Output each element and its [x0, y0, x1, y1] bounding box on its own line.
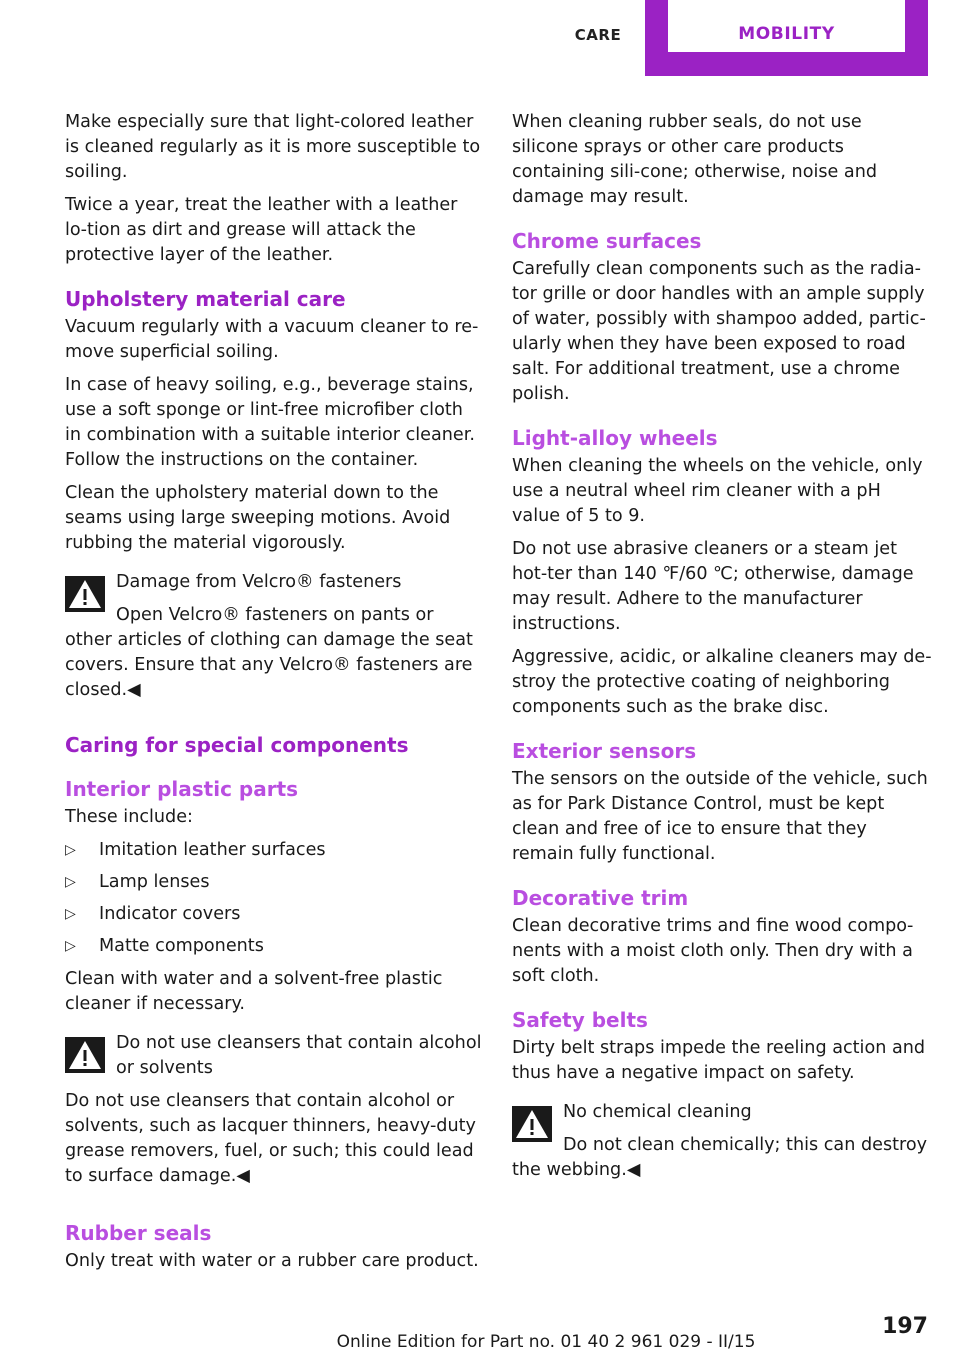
list-item-label: Lamp lenses: [99, 872, 210, 892]
list-interior-parts: [65, 838, 483, 959]
header-tab-mobility[interactable]: [668, 0, 905, 52]
heading-safety-belts: Safety belts: [512, 1008, 648, 1032]
heading-interior-plastic: Interior plastic parts: [65, 777, 299, 801]
left-column: [65, 110, 483, 1282]
paragraph: In case of heavy soiling, e.g., beverage stains, use a soft sponge or lint-free microfiber cloth in combination with a suitable interior cleaner. Follow the instructions on the container.: [65, 375, 475, 470]
list-item: [65, 838, 483, 863]
paragraph: Twice a year, treat the leather with a leather lo‐tion as dirt and grease will attack the protective layer of the leather.: [65, 195, 458, 265]
footer-edition: Online Edition for Part no. 01 40 2 961 029 - II/15: [336, 1332, 756, 1352]
heading-special-components: Caring for special components: [65, 733, 409, 757]
warning-title: Do not use cleansers that contain alcohol or solvents: [116, 1033, 482, 1078]
heading-upholstery: Upholstery material care: [65, 287, 346, 311]
warning-title: Damage from Velcro® fasteners: [116, 572, 402, 592]
paragraph: The sensors on the outside of the vehicle, such as for Park Distance Control, must be kept clean and free of ice to ensure that they remain fully functional.: [512, 769, 928, 864]
paragraph: Only treat with water or a rubber care product.: [65, 1251, 479, 1271]
warning-velcro: [65, 570, 483, 703]
warning-cleansers: [65, 1031, 483, 1189]
paragraph: These include:: [65, 807, 193, 827]
list-item: [65, 870, 483, 895]
paragraph: When cleaning rubber seals, do not use silicone sprays or other care products containing sili‐cone; otherwise, noise and damage may result.: [512, 112, 878, 207]
header-tab-mobility-label: MOBILITY: [738, 24, 835, 44]
list-item: [65, 934, 483, 959]
paragraph: Clean decorative trims and fine wood compo‐nents with a moist cloth only. Then dry with a soft cloth.: [512, 916, 914, 986]
warning-body: Do not use cleansers that contain alcohol or solvents, such as lacquer thinners, heavy-duty grease removers, fuel, or such; this could lead to surface damage.◀: [65, 1091, 476, 1186]
list-item-label: Matte components: [99, 936, 264, 956]
list-item-label: Indicator covers: [99, 904, 241, 924]
paragraph: Aggressive, acidic, or alkaline cleaners may de‐stroy the protective coating of neighboring components such as the brake disc.: [512, 647, 932, 717]
list-item-label: Imitation leather surfaces: [99, 840, 326, 860]
heading-exterior-sensors: Exterior sensors: [512, 739, 697, 763]
header-tab-care[interactable]: CARE: [574, 26, 622, 44]
right-column: [512, 110, 932, 1191]
heading-decorative-trim: Decorative trim: [512, 886, 689, 910]
warning-icon: [65, 576, 105, 612]
paragraph: Dirty belt straps impede the reeling action and thus have a negative impact on safety.: [512, 1038, 926, 1083]
list-item: [65, 902, 483, 927]
paragraph: When cleaning the wheels on the vehicle, only use a neutral wheel rim cleaner with a pH value of 5 to 9.: [512, 456, 923, 526]
paragraph: Carefully clean components such as the radia‐tor grille or door handles with an ample supply of water, possibly with shampoo added, partic‐ularly when they have been exposed to road salt. For additional treatment, use a chrome polish.: [512, 259, 926, 404]
paragraph: Make especially sure that light-colored leather is cleaned regularly as it is more susceptible to soiling.: [65, 112, 481, 182]
triangle-bullet-icon: ▷: [65, 938, 76, 954]
paragraph: Clean with water and a solvent-free plastic cleaner if necessary.: [65, 969, 443, 1014]
triangle-bullet-icon: ▷: [65, 874, 76, 890]
triangle-bullet-icon: ▷: [65, 842, 76, 858]
triangle-bullet-icon: ▷: [65, 906, 76, 922]
paragraph: Vacuum regularly with a vacuum cleaner to re‐move superficial soiling.: [65, 317, 479, 362]
page-number: 197: [882, 1314, 928, 1339]
warning-chemical: [512, 1100, 932, 1183]
warning-icon: [65, 1037, 105, 1073]
warning-body: Open Velcro® fasteners on pants or other articles of clothing can damage the seat covers. Ensure that any Velcro® fasteners are closed.◀: [65, 605, 473, 700]
paragraph: Do not use abrasive cleaners or a steam jet hot‐ter than 140 ℉/60 ℃; otherwise, damage may result. Adhere to the manufacturer instructions.: [512, 539, 914, 634]
heading-chrome: Chrome surfaces: [512, 229, 702, 253]
heading-light-alloy: Light-alloy wheels: [512, 426, 718, 450]
warning-icon: [512, 1106, 552, 1142]
heading-rubber-seals: Rubber seals: [65, 1221, 212, 1245]
warning-body: Do not clean chemically; this can destroy the webbing.◀: [512, 1135, 928, 1180]
warning-title: No chemical cleaning: [563, 1102, 752, 1122]
paragraph: Clean the upholstery material down to the seams using large sweeping motions. Avoid rubbing the material vigorously.: [65, 483, 451, 553]
